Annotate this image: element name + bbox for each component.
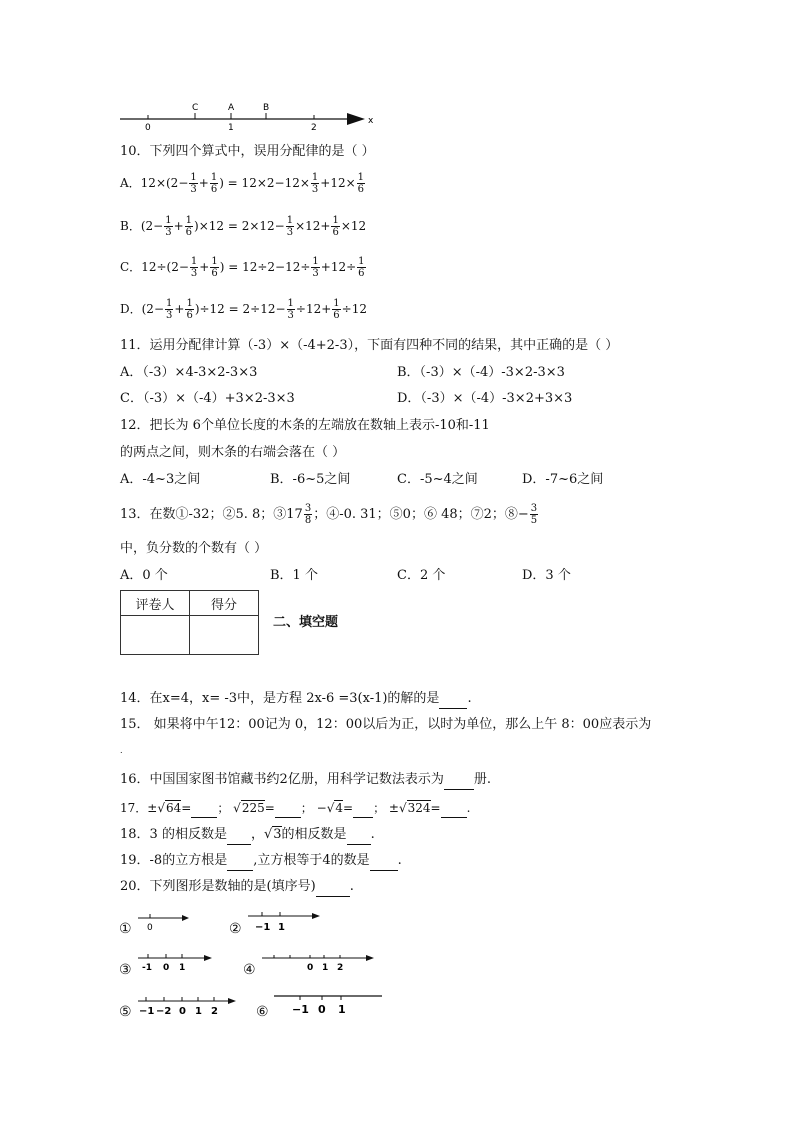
tick-label: 0 <box>307 963 314 973</box>
tick-label: 2 <box>211 1006 218 1017</box>
q11-option-c[interactable]: C．（-3）×（-4）+3×2-3×3 <box>120 391 295 406</box>
separator: ； <box>217 801 230 815</box>
q18-blank-1[interactable] <box>227 826 251 845</box>
expr-part: + <box>198 176 209 190</box>
fraction: $\frac{1}{3}$ <box>287 298 294 321</box>
q13-stem <box>120 503 539 526</box>
q12-option-b[interactable]: B．-6~5之间 <box>270 472 351 487</box>
fraction: $\frac{3}{5}$ <box>530 503 538 526</box>
axis-label-x: x <box>368 116 374 126</box>
q13-option-d[interactable]: D．3 个 <box>522 568 571 583</box>
q11-option-d[interactable]: D．（-3）×（-4）-3×2+3×3 <box>397 391 573 406</box>
score-table <box>120 590 259 655</box>
tick-label: 0 <box>318 1003 326 1016</box>
separator: ； <box>300 801 313 815</box>
arrow <box>366 955 374 961</box>
q12-stem-line2: 的两点之间，则木条的右端会落在（ ） <box>120 445 346 460</box>
tick-label: −1 <box>292 1003 309 1016</box>
tick-label: 1 <box>195 1006 202 1017</box>
tick-label-0: 0 <box>145 123 151 133</box>
expr-part: (2− <box>140 219 164 233</box>
expr-part: ×12 <box>340 219 367 233</box>
figure-5-line[interactable] <box>136 992 246 1018</box>
q14-answer-blank[interactable] <box>439 690 467 709</box>
figure-2-line[interactable] <box>246 908 326 934</box>
option-letter: D． <box>120 302 142 316</box>
q13-option-c[interactable]: C．2 个 <box>397 568 446 583</box>
radicand: 225 <box>241 801 265 815</box>
expr-part: ÷12 <box>341 302 367 316</box>
q20-answer-blank[interactable] <box>316 878 350 897</box>
q10-option-c[interactable] <box>120 256 367 279</box>
expr-part: ÷12+ <box>295 302 332 316</box>
equals: = <box>264 801 275 815</box>
q19-end: . <box>397 853 402 868</box>
q19-text-1: 19．-8的立方根是 <box>120 853 228 868</box>
q10-stem: 10．下列四个算式中，误用分配律的是（ ） <box>120 144 375 159</box>
fraction: $\frac{1}{6}$ <box>357 172 365 195</box>
arrow <box>312 913 320 919</box>
expr-part: 12×(2− <box>140 176 189 190</box>
q13-stem-start: 13．在数①-32；②5. 8；③17 <box>120 507 303 522</box>
tick-label: -1 <box>142 963 152 973</box>
q19-blank-1[interactable] <box>227 852 253 871</box>
q16 <box>120 771 491 790</box>
q20-end: . <box>349 879 354 894</box>
expr-part: ) = 12÷2−12÷ <box>219 260 311 274</box>
option-letter: A． <box>120 176 141 190</box>
score-table-score-cell[interactable] <box>190 616 259 655</box>
q12-option-c[interactable]: C．-5~4之间 <box>397 472 478 487</box>
expr-part: + <box>199 260 210 274</box>
q13-stem-mid: ；④-0. 31；⑤0；⑥ 48；⑦2；⑧− <box>313 507 529 522</box>
fraction: $\frac{1}{6}$ <box>333 298 340 321</box>
q12-option-a[interactable]: A．-4~3之间 <box>120 472 201 487</box>
expr-part: )×12 = 2×12− <box>194 219 285 233</box>
q19 <box>120 852 402 871</box>
fraction: $\frac{1}{6}$ <box>185 215 193 238</box>
tick-label-1: 1 <box>228 123 234 133</box>
fraction: $\frac{1}{3}$ <box>165 215 172 238</box>
figure-label-6: ⑥ <box>256 1004 269 1020</box>
q11-option-a[interactable]: A．（-3）×4-3×2-3×3 <box>120 365 258 380</box>
radicand: 4 <box>335 801 343 815</box>
q17-blank-1[interactable] <box>191 799 217 818</box>
tick-label: 1 <box>179 963 186 973</box>
q17: 17．±√64= ； √225= ； −√4= ； ±√324= . <box>120 799 470 818</box>
q16-answer-blank[interactable] <box>444 771 474 790</box>
axis-arrow <box>347 113 365 125</box>
tick-label: −2 <box>156 1006 172 1017</box>
score-table-grader-cell[interactable] <box>121 616 190 655</box>
q10-option-d[interactable] <box>120 298 367 321</box>
equals: = <box>430 801 441 815</box>
q14-text: 14．在x=4，x= -3中，是方程 2x-6 =3(x-1)的解的是 <box>120 691 440 706</box>
q12-option-d[interactable]: D．-7~6之间 <box>522 472 604 487</box>
radicand: 64 <box>166 801 182 815</box>
figure-label-3: ③ <box>119 962 132 978</box>
q14-end: . <box>467 691 472 706</box>
tick-label: 2 <box>337 963 344 973</box>
tick-label-2: 2 <box>311 123 317 133</box>
tick-label: 1 <box>338 1003 346 1016</box>
q19-text-2: ,立方根等于4的数是 <box>253 853 370 868</box>
q18-comma: ， <box>250 827 264 842</box>
q18-text-1: 18．3 的相反数是 <box>120 827 227 842</box>
q17-end: . <box>466 801 471 815</box>
q20-text: 20．下列图形是数轴的是(填序号) <box>120 879 316 894</box>
arrow <box>204 955 212 961</box>
plus-minus: ± <box>388 801 399 815</box>
expr-part: ×12+ <box>295 219 331 233</box>
fraction: $\frac{1}{3}$ <box>190 172 197 195</box>
option-letter: C． <box>120 260 142 274</box>
section-title: 二、填空题 <box>273 615 339 630</box>
option-letter: B． <box>120 219 141 233</box>
fraction: $\frac{1}{3}$ <box>190 256 198 279</box>
q10-option-b[interactable] <box>120 215 366 238</box>
fraction: $\frac{1}{3}$ <box>312 256 319 279</box>
q15-text: 15． 如果将中午12：00记为 0，12：00以后为正，以时为单位，那么上午 8：00应表示为 <box>120 717 652 732</box>
point-label-c: C <box>192 103 199 113</box>
q15-continuation[interactable]: . <box>120 746 123 755</box>
expr-part: )÷12 = 2÷12− <box>194 302 286 316</box>
q13-option-a[interactable]: A．0 个 <box>120 568 168 583</box>
fraction: $\frac{1}{6}$ <box>186 298 193 321</box>
q20 <box>120 878 354 897</box>
figure-label-5: ⑤ <box>119 1004 132 1020</box>
mixed-fraction: $\frac{3}{8}$ <box>304 503 312 526</box>
q14 <box>120 690 472 709</box>
minus: − <box>316 801 327 815</box>
fraction: $\frac{1}{6}$ <box>210 172 218 195</box>
fraction: $\frac{1}{6}$ <box>358 256 365 279</box>
arrow <box>182 915 189 921</box>
point-label-a: A <box>228 103 235 113</box>
q16-text: 16．中国国家图书馆藏书约2亿册，用科学记数法表示为 <box>120 772 444 787</box>
point-label-b: B <box>263 103 270 113</box>
expr-part: +12× <box>320 176 356 190</box>
fraction: $\frac{1}{6}$ <box>332 215 339 238</box>
expr-part: + <box>173 219 184 233</box>
figure-label-2: ② <box>229 921 242 937</box>
q18-blank-2[interactable] <box>347 826 371 845</box>
fraction: $\frac{1}{3}$ <box>311 172 319 195</box>
q16-end: 册. <box>473 772 491 787</box>
expr-part: + <box>174 302 185 316</box>
figure-label-1: ① <box>119 921 132 937</box>
figure-3-line[interactable] <box>136 950 216 976</box>
q13-option-b[interactable]: B．1 个 <box>270 568 318 583</box>
q17-label: 17． <box>120 801 148 815</box>
score-table-header-score: 得分 <box>190 591 259 616</box>
q18-text-2: 的相反数是 <box>281 827 347 842</box>
q10-option-a[interactable] <box>120 172 366 195</box>
fraction: $\frac{1}{6}$ <box>211 256 218 279</box>
expr-part: ) = 12×2−12× <box>219 176 310 190</box>
radicand: 324 <box>407 801 431 815</box>
q18: 18．3 的相反数是 ，√3的相反数是 . <box>120 826 375 845</box>
q17-blank-2[interactable] <box>275 799 301 818</box>
q18-end: . <box>370 827 375 842</box>
equals: = <box>343 801 354 815</box>
expr-part: 12÷(2− <box>141 260 189 274</box>
expr-part: +12÷ <box>320 260 357 274</box>
expr-part: (2− <box>141 302 164 316</box>
q11-option-b[interactable]: B．（-3）×（-4）-3×2-3×3 <box>397 365 565 380</box>
separator: ； <box>373 801 386 815</box>
fraction: $\frac{1}{3}$ <box>166 298 173 321</box>
tick-label: −1 <box>255 922 271 933</box>
q17-blank-3[interactable] <box>353 799 373 818</box>
tick-label: 0 <box>163 963 170 973</box>
tick-label: 1 <box>278 922 285 933</box>
fraction: $\frac{1}{3}$ <box>286 215 294 238</box>
figure-6-line[interactable] <box>272 990 392 1018</box>
figure-4-line[interactable] <box>260 950 380 976</box>
radicand: 3 <box>273 827 282 842</box>
equals: = <box>181 801 192 815</box>
q11-stem: 11．运用分配律计算（-3）×（-4+2-3），下面有四种不同的结果，其中正确的是（ ） <box>120 338 619 353</box>
q12-stem-line1: 12．把长为 6个单位长度的木条的左端放在数轴上表示-10和-11 <box>120 418 490 433</box>
score-table-header-grader: 评卷人 <box>121 591 190 616</box>
top-number-line <box>115 98 385 134</box>
tick-label: −1 <box>139 1006 155 1017</box>
arrow <box>228 998 236 1004</box>
q13-stem-line2: 中，负分数的个数有（ ） <box>120 541 268 556</box>
q17-blank-4[interactable] <box>441 799 467 818</box>
tick-label: 0 <box>179 1006 186 1017</box>
plus-minus: ± <box>147 801 158 815</box>
q19-blank-2[interactable] <box>370 852 398 871</box>
figure-1-line[interactable] <box>136 908 196 934</box>
tick-label: 1 <box>322 963 329 973</box>
tick-label: 0 <box>147 923 153 933</box>
figure-label-4: ④ <box>243 962 256 978</box>
